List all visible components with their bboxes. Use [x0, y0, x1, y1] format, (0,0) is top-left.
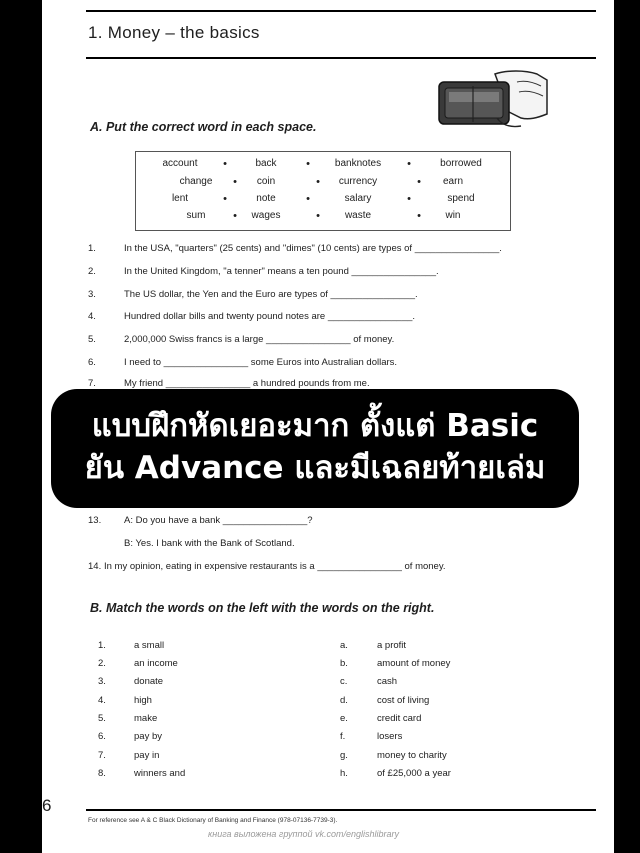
word-bank-item: wages [251, 210, 281, 221]
bullet-separator: • [417, 176, 421, 188]
word-bank-item: back [255, 158, 277, 169]
word-bank-item: win [445, 210, 461, 221]
match-right-number: f. [340, 731, 346, 742]
question-text: In the USA, "quarters" (25 cents) and "dimes" (10 cents) are types of ________________. [124, 243, 502, 254]
title-rule [86, 57, 596, 59]
match-left-text: a small [134, 640, 165, 651]
bullet-separator: • [407, 158, 411, 170]
bullet-separator: • [223, 193, 227, 205]
match-left-number: 3. [98, 676, 106, 687]
match-right-number: e. [340, 713, 348, 724]
match-left-text: donate [134, 676, 164, 687]
banner-line-1: แบบฝึกหัดเยอะมาก ตั้งแต่ Basic [91, 408, 539, 444]
match-right-number: a. [340, 640, 348, 651]
word-bank-item: note [256, 193, 276, 204]
match-left-number: 4. [98, 695, 106, 706]
question-number: 7. [88, 378, 96, 389]
word-bank-item: salary [344, 193, 372, 204]
word-row [136, 158, 510, 172]
match-left-text: pay by [134, 731, 162, 742]
match-right-text: credit card [377, 713, 422, 724]
section-a-heading: A. Put the correct word in each space. [90, 120, 317, 134]
question-text: My friend ________________ a hundred pounds from me. [124, 378, 370, 389]
bullet-separator: • [316, 210, 320, 222]
wallet-hand-icon [437, 68, 549, 140]
question-number: 5. [88, 334, 96, 345]
question-text: Hundred dollar bills and twenty pound notes are ________________. [124, 311, 416, 322]
question-text: 2,000,000 Swiss francs is a large ________________ of money. [124, 334, 395, 345]
match-right-text: money to charity [377, 750, 447, 761]
match-left-text: high [134, 695, 152, 706]
question-text: The US dollar, the Yen and the Euro are types of ________________. [124, 289, 418, 300]
word-bank-item: currency [338, 176, 378, 187]
bullet-separator: • [223, 158, 227, 170]
match-right-number: h. [340, 768, 348, 779]
page-number: 6 [42, 796, 52, 815]
match-left-number: 8. [98, 768, 106, 779]
bullet-separator: • [233, 176, 237, 188]
question-text: In my opinion, eating in expensive restaurants is a ________________ of money. [104, 561, 446, 572]
bullet-separator: • [407, 193, 411, 205]
match-left-number: 5. [98, 713, 106, 724]
word-bank-item: coin [256, 176, 276, 187]
question-number: 2. [88, 266, 96, 277]
word-box [135, 151, 511, 231]
match-right-text: losers [377, 731, 403, 742]
word-row [136, 193, 510, 207]
bullet-separator: • [316, 176, 320, 188]
word-bank-item: account [162, 158, 198, 169]
match-left-text: winners and [134, 768, 186, 779]
question-number: 3. [88, 289, 96, 300]
match-right-text: cash [377, 676, 398, 687]
footer-rule [86, 809, 596, 811]
match-left-text: pay in [134, 750, 160, 761]
match-right-number: g. [340, 750, 348, 761]
match-right-text: cost of living [377, 695, 430, 706]
question-number: 4. [88, 311, 96, 322]
match-left-text: make [134, 713, 158, 724]
word-bank-item: sum [186, 210, 206, 221]
word-bank-item: earn [442, 176, 464, 187]
question-number: 14. [88, 561, 102, 572]
match-left-number: 1. [98, 640, 106, 651]
match-right-text: a profit [377, 640, 407, 651]
question-number: 13. [88, 515, 102, 526]
section-b-heading: B. Match the words on the left with the words on the right. [90, 601, 435, 615]
question-text: I need to ________________ some Euros into Australian dollars. [124, 357, 398, 368]
promo-banner [51, 389, 579, 508]
word-bank-item: borrowed [440, 158, 482, 169]
word-bank-item: waste [344, 210, 372, 221]
match-right-text: of £25,000 a year [377, 768, 451, 779]
question-number: 1. [88, 243, 96, 254]
match-right-text: amount of money [377, 658, 451, 669]
match-left-number: 2. [98, 658, 106, 669]
match-left-number: 7. [98, 750, 106, 761]
bullet-separator: • [233, 210, 237, 222]
top-rule [86, 10, 596, 12]
word-bank-item: lent [171, 193, 189, 204]
word-bank-item: change [179, 176, 213, 187]
footnote: For reference see A & C Black Dictionary of Banking and Finance (978-07136-7739-3). [88, 817, 338, 824]
page-title: 1. Money – the basics [88, 23, 260, 42]
word-row [136, 210, 510, 224]
match-left-number: 6. [98, 731, 106, 742]
match-left-text: an income [134, 658, 178, 669]
word-row [136, 176, 510, 190]
bullet-separator: • [417, 210, 421, 222]
question-number: 6. [88, 357, 96, 368]
bullet-separator: • [306, 193, 310, 205]
banner-line-2: ยัน Advance และมีเฉลยท้ายเล่ม [84, 450, 546, 486]
word-bank-item: banknotes [334, 158, 382, 169]
question-text: A: Do you have a bank ________________? [124, 515, 313, 526]
match-right-number: c. [340, 676, 348, 687]
bullet-separator: • [306, 158, 310, 170]
question-text: B: Yes. I bank with the Bank of Scotland. [124, 538, 295, 549]
match-right-number: b. [340, 658, 348, 669]
question-text: In the United Kingdom, "a tenner" means a ten pound ________________. [124, 266, 439, 277]
word-bank-item: spend [447, 193, 475, 204]
match-right-number: d. [340, 695, 348, 706]
watermark: книга выложена группой vk.com/englishlibrary [208, 829, 399, 839]
